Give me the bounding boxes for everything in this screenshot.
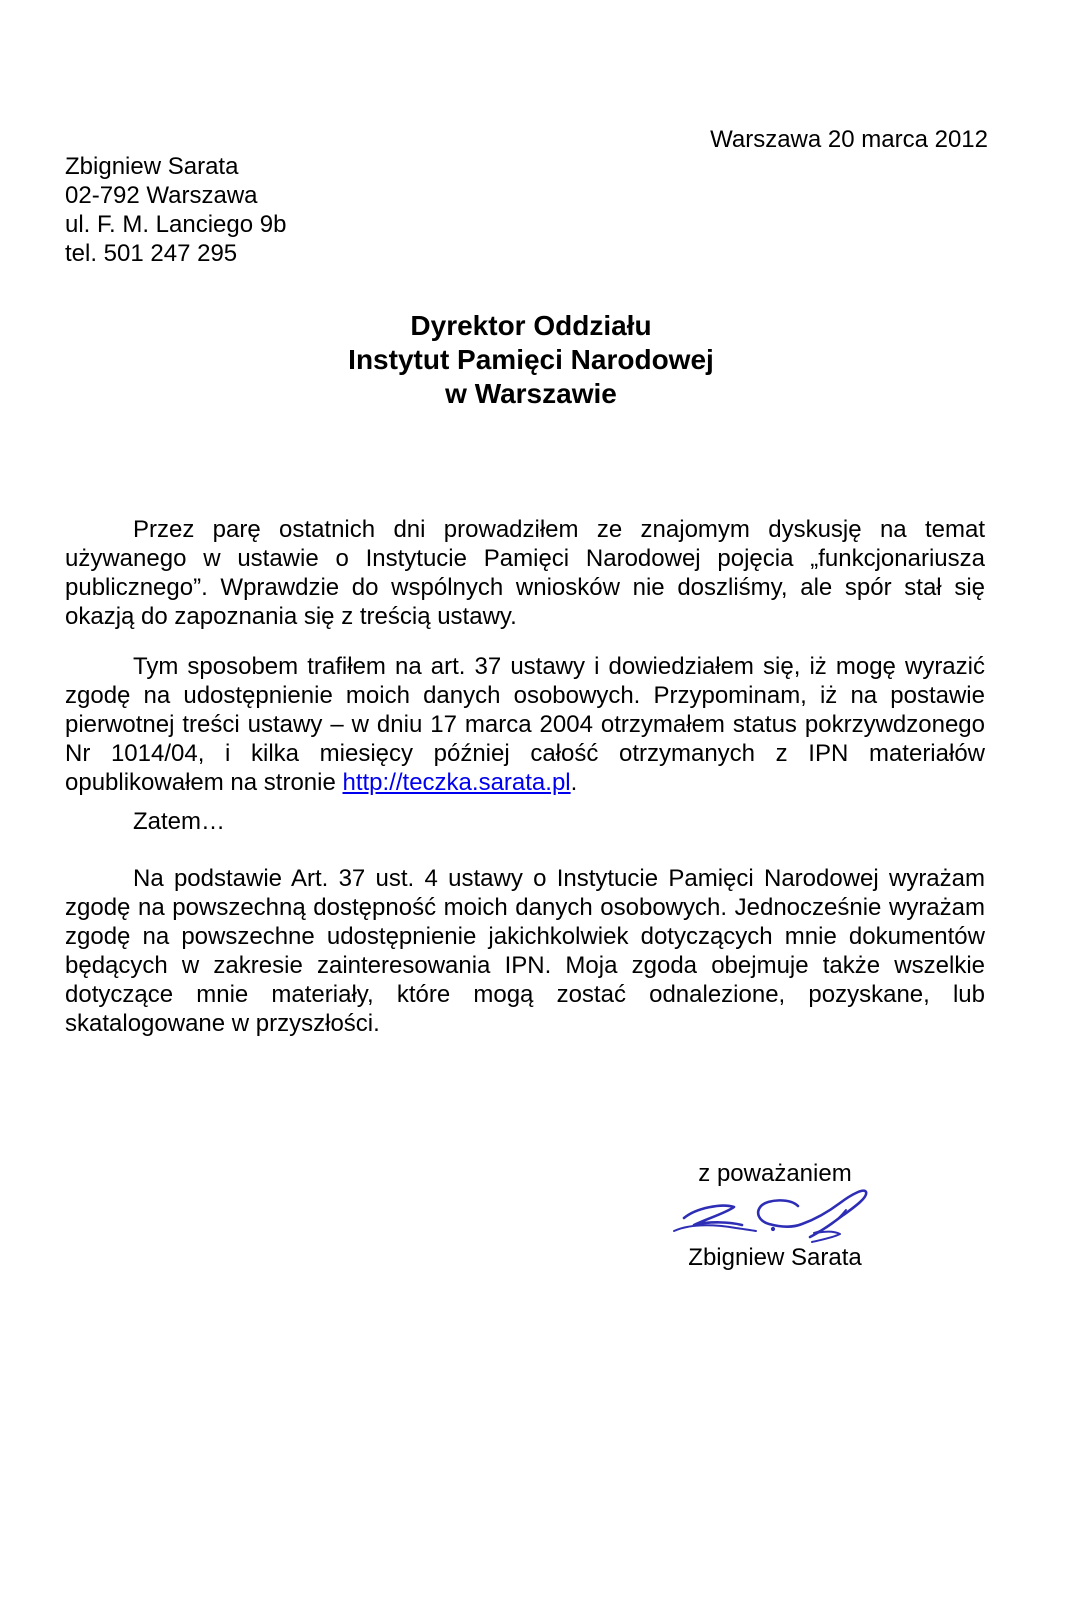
date-line: Warszawa 20 marca 2012 [710,126,988,153]
recipient-city: w Warszawie [445,378,617,409]
recipient-institution: Instytut Pamięci Narodowej [348,344,714,375]
paragraph-article-37 [65,652,985,797]
sender-block [65,152,286,268]
closing-block [650,1160,900,1272]
paragraph-article-37-tail: . [570,769,578,796]
paragraph-intro: Przez parę ostatnich dni prowadziłem ze znajomym dyskusję na temat używanego w ustawie o Instytucie Pamięci Narodowej pojęcia „funkcjonariusza publicznego”. Wprawdzie do wspólnych wniosków nie doszliśmy, ale spór stał się okazją do zapoznania się z treścią ustawy. [65,516,985,630]
sender-phone: tel. 501 247 295 [65,240,238,267]
paragraph-zatem: Zatem… [133,808,226,835]
recipient-title: Dyrektor Oddziału [410,310,652,341]
signature-name: Zbigniew Sarata [688,1244,862,1271]
recipient-block [65,309,997,411]
paragraph-consent: Na podstawie Art. 37 ust. 4 ustawy o Instytucie Pamięci Narodowej wyrażam zgodę na powszechną dostępność moich danych osobowych. Jednocześnie wyrażam zgodę na powszechne udostępnienie jakichkolwiek dotyczących mnie dokumentów będących w zakresie zainteresowania IPN. Moja zgoda obejmuje także wszelkie dotyczące mnie materiały, które mogą zostać odnalezione, pozyskane, lub skatalogowane w przyszłości. [65,865,985,1037]
teczka-sarata-link[interactable]: http://teczka.sarata.pl [342,769,571,796]
sender-name: Zbigniew Sarata [65,153,239,180]
paragraph-article-37-text: Tym sposobem trafiłem na art. 37 ustawy i dowiedziałem się, iż mogę wyrazić zgodę na udostępnienie moich danych osobowych. Przypominam, iż na postawie pierwotnej treści ustawy – w dniu 17 marca 2004 otrzymałem status pokrzywdzonego Nr 1014/04, i kilka miesięcy później całość otrzymanych z IPN materiałów opublikowałem na stronie [65,653,985,796]
valediction: z poważaniem [698,1160,852,1187]
sender-street: ul. F. M. Lanciego 9b [65,211,287,238]
handwritten-signature [670,1188,880,1244]
sender-postal-city: 02-792 Warszawa [65,182,258,209]
